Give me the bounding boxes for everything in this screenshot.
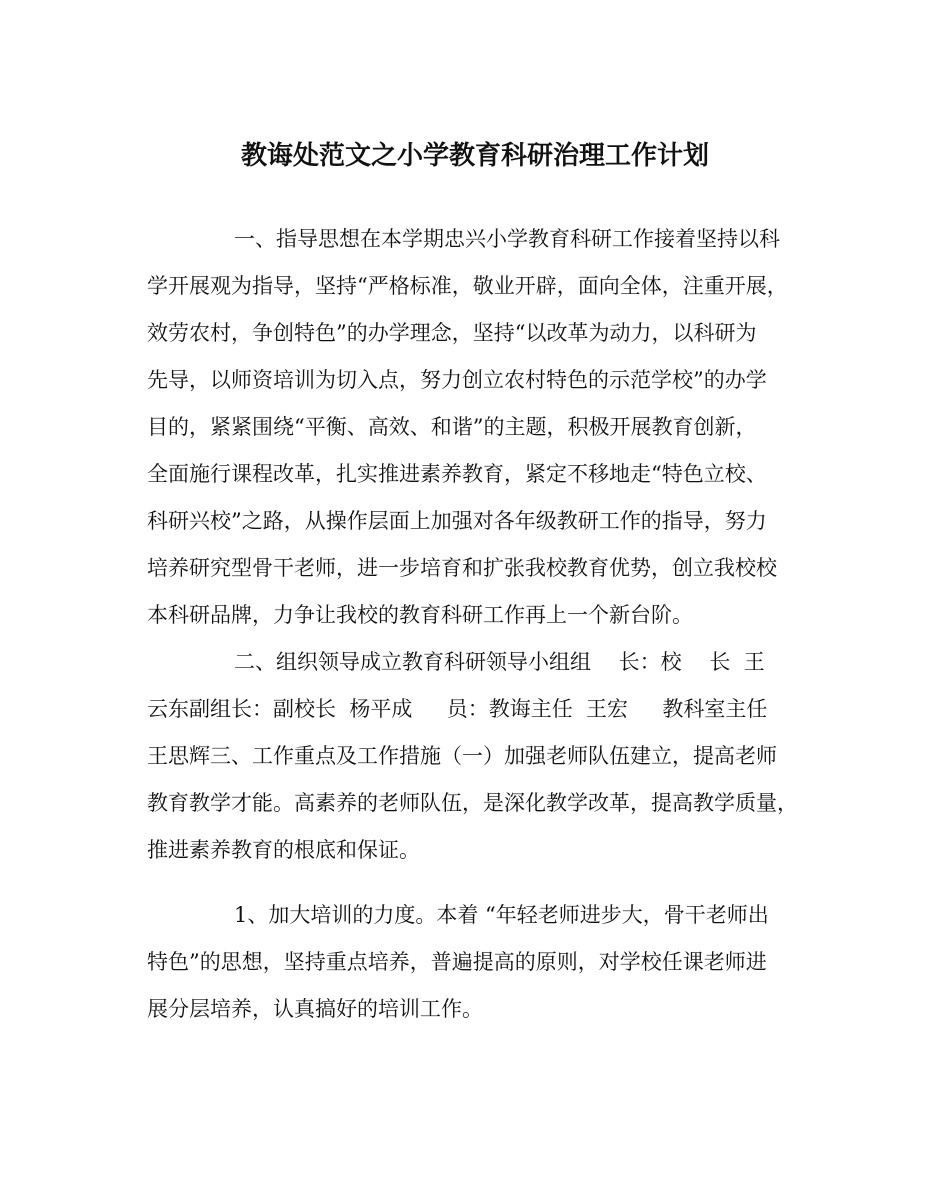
paragraph-line: 本科研品牌，力争让我校的教育科研工作再上一个新台阶。	[147, 603, 693, 627]
paragraph-line: 王思辉三、工作重点及工作措施（一）加强老师队伍建立，提高老师	[147, 744, 777, 768]
paragraph-line: 一、指导思想在本学期忠兴小学教育科研工作接着坚持以科	[234, 227, 780, 251]
paragraph-line: 效劳农村，争创特色”的办学理念，坚持“以改革为动力，以科研为	[147, 321, 757, 345]
paragraph-line: 教育教学才能。高素养的老师队伍，是深化教学改革，提高教学质量，	[147, 791, 798, 815]
paragraph-line: 二、组织领导成立教育科研领导小组组 长：校 长 王	[234, 650, 765, 674]
paragraph-line: 科研兴校”之路，从操作层面上加强对各年级教研工作的指导，努力	[147, 509, 767, 533]
paragraph-line: 全面施行课程改革，扎实推进素养教育，紧定不移地走“特色立校、	[147, 462, 767, 486]
paragraph-line: 先导，以师资培训为切入点，努力创立农村特色的示范学校”的办学	[147, 368, 767, 392]
paragraph-line: 1、加大培训的力度。本着 “年轻老师进步大，骨干老师出	[234, 903, 769, 927]
paragraph-line: 培养研究型骨干老师，进一步培育和扩张我校教育优势，创立我校校	[147, 556, 777, 580]
document-title: 教诲处范文之小学教育科研治理工作计划	[240, 141, 709, 171]
paragraph-line: 目的，紧紧围绕“平衡、高效、和谐”的主题，积极开展教育创新，	[147, 415, 757, 439]
paragraph-line: 学开展观为指导，坚持“严格标准，敬业开辟，面向全体，注重开展，	[147, 274, 788, 298]
paragraph-line: 特色”的思想，坚持重点培养，普遍提高的原则，对学校任课老师进	[147, 950, 767, 974]
paragraph-line: 云东副组长：副校长 杨平成 员：教诲主任 王宏 教科室主任	[147, 697, 768, 721]
paragraph-line: 展分层培养，认真搞好的培训工作。	[147, 997, 483, 1021]
paragraph-line: 推进素养教育的根底和保证。	[147, 838, 420, 862]
